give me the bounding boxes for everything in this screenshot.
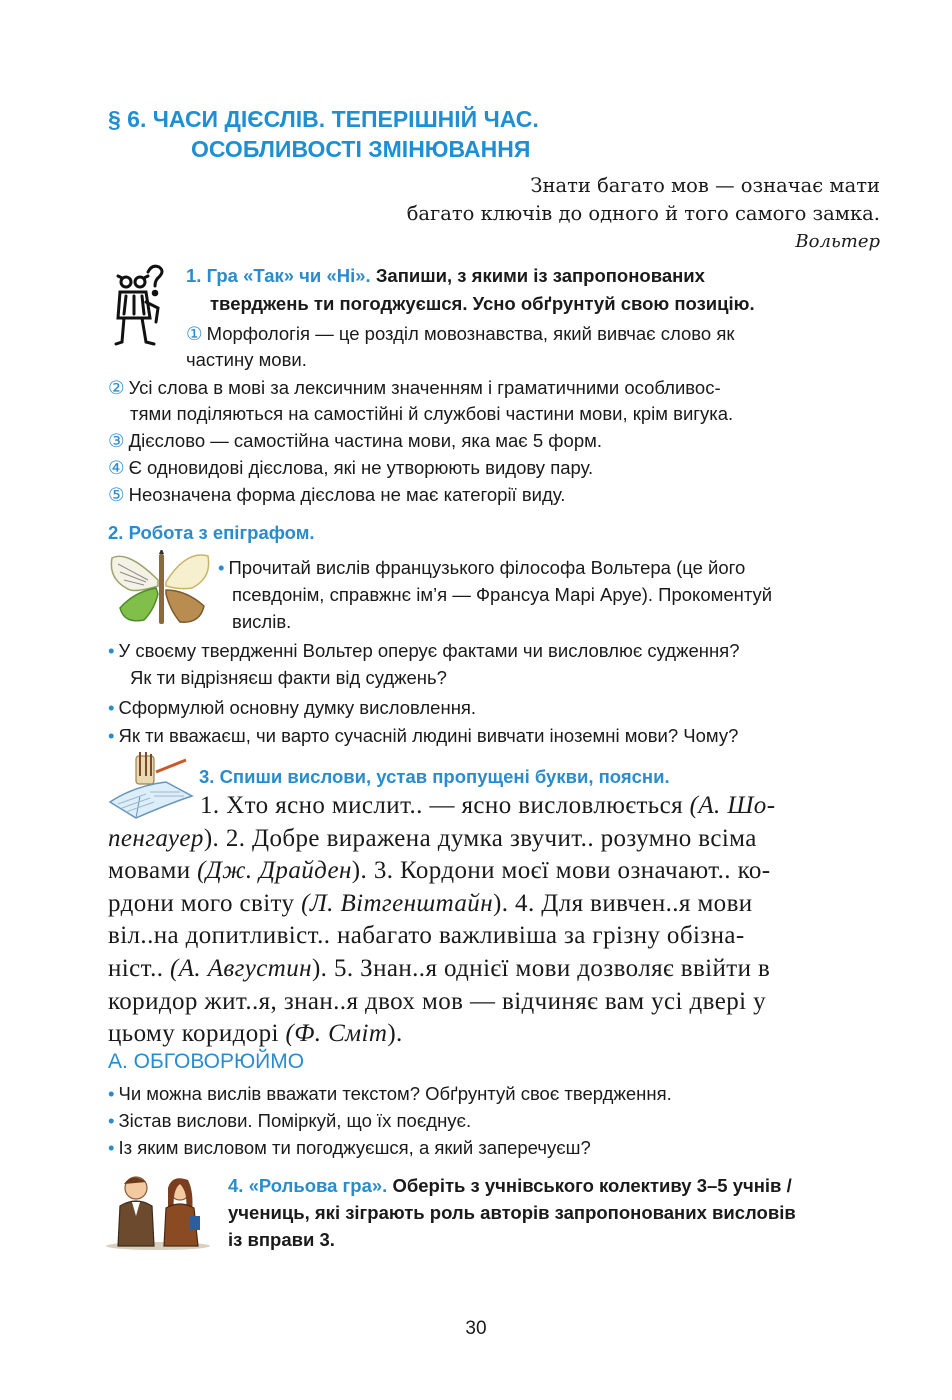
ex3-line-3: мовами (Дж. Драйден). 3. Кордони моєї мови означают.. ко- xyxy=(108,857,771,885)
item-text: Чи можна вислів вважати текстом? Обґрунтуй своє твердження. xyxy=(118,1083,672,1104)
ex4-text-1: Оберіть з учнівського колективу 3–5 учнів / xyxy=(392,1175,792,1196)
two-students-icon xyxy=(102,1172,214,1250)
ex3-line-8: цьому коридорі (Ф. Сміт). xyxy=(108,1020,403,1048)
bullet: • xyxy=(108,1083,115,1104)
ex2-line-1 xyxy=(218,554,745,581)
ex2-heading: 2. Робота з епіграфом. xyxy=(108,522,315,543)
bullet: • xyxy=(108,1110,115,1131)
bullet: • xyxy=(108,697,115,718)
page-number: 30 xyxy=(465,1318,487,1339)
ex3-text xyxy=(108,790,880,1051)
ex4-line-1 xyxy=(228,1172,792,1199)
line-text: У своєму твердженні Вольтер оперує фактами чи висловлює судження? xyxy=(118,640,740,661)
ex3-line-5: віл..на допитливіст.. набагато важливіша за грізну обізна- xyxy=(108,922,745,950)
ex1-item-2-cont: тями поділяються на самостійні й службові частини мови, крім вигука. xyxy=(130,403,734,424)
item-text: Зістав вислови. Поміркуй, що їх поєднує. xyxy=(118,1110,472,1131)
ex1-item-4 xyxy=(108,454,593,481)
ex3-line-4: рдони мого світу (Л. Вітгенштайн). 4. Для вивчен..я мови xyxy=(108,889,753,917)
thinking-figure-icon xyxy=(112,262,170,350)
line-text: Як ти вважаєш, чи варто сучасній людині вивчати іноземні мови? Чому? xyxy=(118,725,739,746)
item-number: ⑤ xyxy=(108,484,125,505)
item-text: Неозначена форма дієслова не має категорії виду. xyxy=(128,484,566,505)
item-number: ① xyxy=(186,323,203,344)
ex3-heading: 3. Спиши вислови, устав пропущені букви, поясни. xyxy=(199,766,670,787)
ex2-line-7 xyxy=(108,722,738,749)
epigraph-author: Вольтер xyxy=(795,231,880,252)
discussion-item-3 xyxy=(108,1134,591,1161)
ex2-line-5: Як ти відрізняєш факти від суджень? xyxy=(130,667,447,688)
item-text: Морфологія — це розділ мовознавства, який вивчає слово як xyxy=(206,323,735,344)
item-text: Є одновидові дієслова, які не утворюють видову пару. xyxy=(128,457,594,478)
item-text: Дієслово — самостійна частина мови, яка має 5 форм. xyxy=(128,430,602,451)
butterfly-brush-icon xyxy=(108,550,212,628)
ex2-line-4 xyxy=(108,637,740,664)
ex4-line-3: із вправи 3. xyxy=(228,1229,335,1250)
bullet: • xyxy=(218,557,225,578)
ex1-instr-line1: Запиши, з якими із запропонованих xyxy=(375,265,705,286)
ex2-line-3: вислів. xyxy=(232,611,292,632)
bullet: • xyxy=(108,640,115,661)
ex1-instr-line2: тверджень ти погоджуєшся. Усно обґрунтуй свою позицію. xyxy=(210,293,755,314)
discussion-item-1 xyxy=(108,1080,672,1107)
epigraph xyxy=(407,172,880,256)
section-title-line1: § 6. ЧАСИ ДІЄСЛІВ. ТЕПЕРІШНІЙ ЧАС. xyxy=(108,106,539,132)
ex3-line-6: ніст.. (А. Августин). 5. Знан..я однієї мови дозволяє ввійти в xyxy=(108,954,771,982)
ex3-line-2: пенгауер). 2. Добре виражена думка звучит.. розумно всіма xyxy=(108,824,757,852)
section-title xyxy=(108,104,539,164)
item-number: ② xyxy=(108,377,125,398)
item-text: Із яким висловом ти погоджуєшся, а який заперечуєш? xyxy=(118,1137,591,1158)
ex3-line-7: коридор жит..я, знан..я двох мов — відчиняє вам усі двері у xyxy=(108,987,766,1015)
ex4-line-2: учениць, які зіграють роль авторів запропонованих висловів xyxy=(228,1202,796,1223)
item-number: ④ xyxy=(108,457,125,478)
ex1-item-1-cont: частину мови. xyxy=(186,349,307,370)
ex4-heading: 4. «Рольова гра». xyxy=(228,1175,388,1196)
ex1-item-3 xyxy=(108,427,602,454)
item-text: Усі слова в мові за лексичним значенням і граматичними особливос- xyxy=(128,377,721,398)
epigraph-line2: багато ключів до одного й того самого замка. xyxy=(406,202,880,225)
ex2-line-6 xyxy=(108,694,476,721)
line-text: Прочитай вислів французького філософа Вольтера (це його xyxy=(228,557,746,578)
discussion-item-2 xyxy=(108,1107,471,1134)
ex2-line-2: псевдонім, справжнє ім’я — Франсуа Марі Аруе). Прокоментуй xyxy=(232,584,773,605)
discussion-heading: А. ОБГОВОРЮЙМО xyxy=(108,1050,305,1073)
ex3-line-1: 1. Хто ясно мислит.. — ясно висловлюється (А. Шо- xyxy=(200,792,776,819)
ex1-header xyxy=(186,262,705,289)
line-text: Сформулюй основну думку висловлення. xyxy=(118,697,477,718)
bullet: • xyxy=(108,1137,115,1158)
ex1-item-2 xyxy=(108,374,721,401)
bullet: • xyxy=(108,725,115,746)
ex1-heading: 1. Гра «Так» чи «Ні». xyxy=(186,265,371,286)
item-number: ③ xyxy=(108,430,125,451)
ex1-item-5 xyxy=(108,481,565,508)
epigraph-line1: Знати багато мов — означає мати xyxy=(530,174,880,197)
section-title-line2: ОСОБЛИВОСТІ ЗМІНЮВАННЯ xyxy=(191,136,531,162)
ex1-item-1 xyxy=(186,320,734,347)
